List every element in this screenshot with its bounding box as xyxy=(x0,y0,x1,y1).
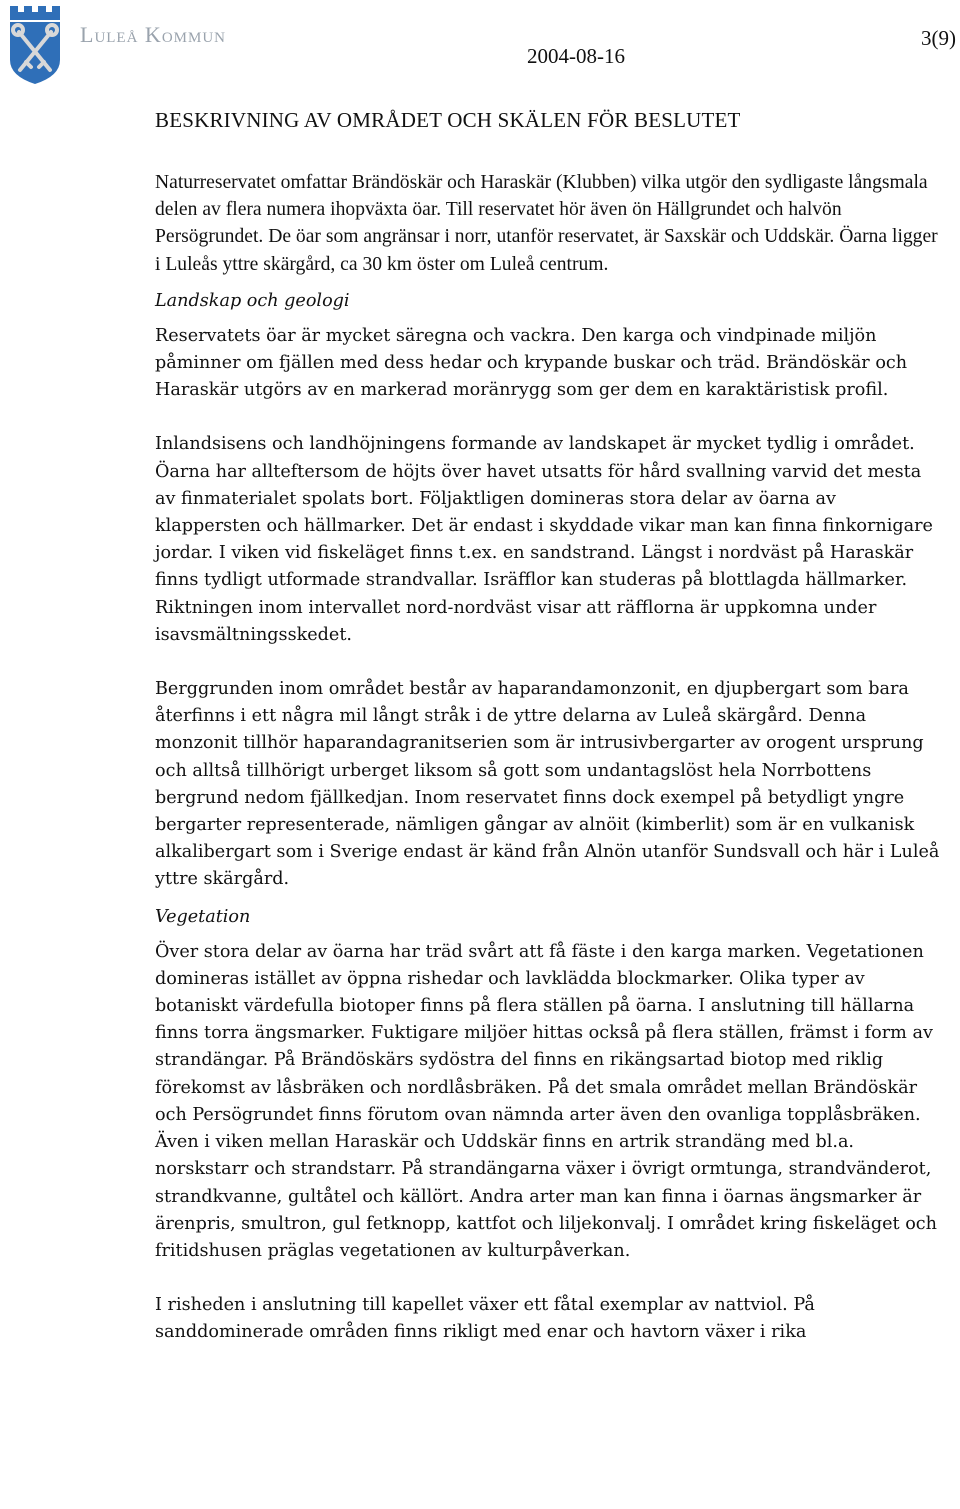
document-body xyxy=(155,108,945,1347)
vegetation-paragraph-2: I risheden i anslutning till kapellet växer ett fåtal exemplar av nattviol. På sanddominerade områden finns rikligt med enar och havtorn växer i rika xyxy=(155,1295,815,1343)
landskap-paragraph-3: Berggrunden inom området består av haparandamonzonit, en djupbergart som bara återfinns i ett några mil långt stråk i de yttre delarna av Luleå skärgård. Denna monzonit tillhör haparandagranitserien som är intrusivbergarter av orogent ursprung och alltså tillhörigt urberget liksom så gott som undantagslöst hela Norrbottens bergrund nedom fjällkedjan. Inom reservatet finns dock exempel på betydligt yngre bergarter representerade, nämligen gångar av alnöit (kimberlit) som är en vulkanisk alkalibergart som i Sverige endast är känd från Alnön utanför Sundsvall och här i Luleå yttre skärgård. xyxy=(155,679,940,890)
vegetation-paragraph-1: Över stora delar av öarna har träd svårt att få fäste i den karga marken. Vegetationen domineras istället av öppna rishedar och lavklädda blockmarker. Olika typer av botaniskt värdefulla biotoper finns på flera ställen på öarna. I anslutning till hällarna finns torra ängsmarker. Fuktigare miljöer hittas också på flera ställen, främst i form av strandängar. På Brändöskärs sydöstra del finns en rikängsartad biotop med riklig förekomst av låsbräken och nordlåsbräken. På det smala området mellan Brändöskär och Persögrundet finns förutom ovan nämnda arter även den ovanliga topplåsbräken. Även i viken mellan Haraskär och Uddskär finns en artrik strandäng med bl.a. norskstarr och strandstarr. På strandängarna växer i övrigt ormtunga, strandvänderot, strandkvanne, gultåtel och källört. Andra arter man kan finna i öarnas ängsmarker är ärenpris, smultron, gul fetknopp, kattfot och liljekonvalj. I området kring fiskeläget och fritidshusen präglas vegetationen av kulturpåverkan. xyxy=(155,941,937,1261)
page-number: 3(9) xyxy=(921,26,956,50)
organization-name: Luleå Kommun xyxy=(80,22,226,47)
document-date: 2004-08-16 xyxy=(527,44,625,68)
subheading-landskap: Landskap och geologi xyxy=(155,290,350,311)
intro-paragraph: Naturreservatet omfattar Brändöskär och Haraskär (Klubben) vilka utgör den sydligaste långsmala delen av flera numera ihopväxta öar. Till reservatet hör även ön Hällgrundet och halvön Persögrundet. De öar som angränsar i norr, utanför reservatet, är Saxskär och Uddskär. Öarna ligger i Luleås yttre skärgård, ca 30 km öster om Luleå centrum. xyxy=(155,172,938,275)
landskap-paragraph-1: Reservatets öar är mycket säregna och vackra. Den karga och vindpinade miljön påminner om fjällen med dess hedar och krypande buskar och träd. Brändöskär och Haraskär utgörs av en markerad moränrygg som ger dem en karaktäristisk profil. xyxy=(155,325,908,401)
subheading-vegetation: Vegetation xyxy=(155,906,251,927)
municipal-crest-icon xyxy=(6,4,64,86)
section-heading: BESKRIVNING AV OMRÅDET OCH SKÄLEN FÖR BESLUTET xyxy=(155,108,741,132)
landskap-paragraph-2: Inlandsisens och landhöjningens formande av landskapet är mycket tydlig i området. Öarna har allteftersom de höjts över havet utsatts för hård svallning varvid det mesta av finmaterialet spolats bort. Följaktligen domineras stora delar av öarna av klappersten och hällmarker. Det är endast i skyddade vikar man kan finna finkornigare jordar. I viken vid fiskeläget finns t.ex. en sandstrand. Längst i nordväst på Haraskär finns tydligt utformade strandvallar. Isräfflor kan studeras på blottlagda hällmarker. Riktningen inom intervallet nord-nordväst visar att räfflorna är uppkomna under isavsmältningsskedet. xyxy=(155,434,933,645)
